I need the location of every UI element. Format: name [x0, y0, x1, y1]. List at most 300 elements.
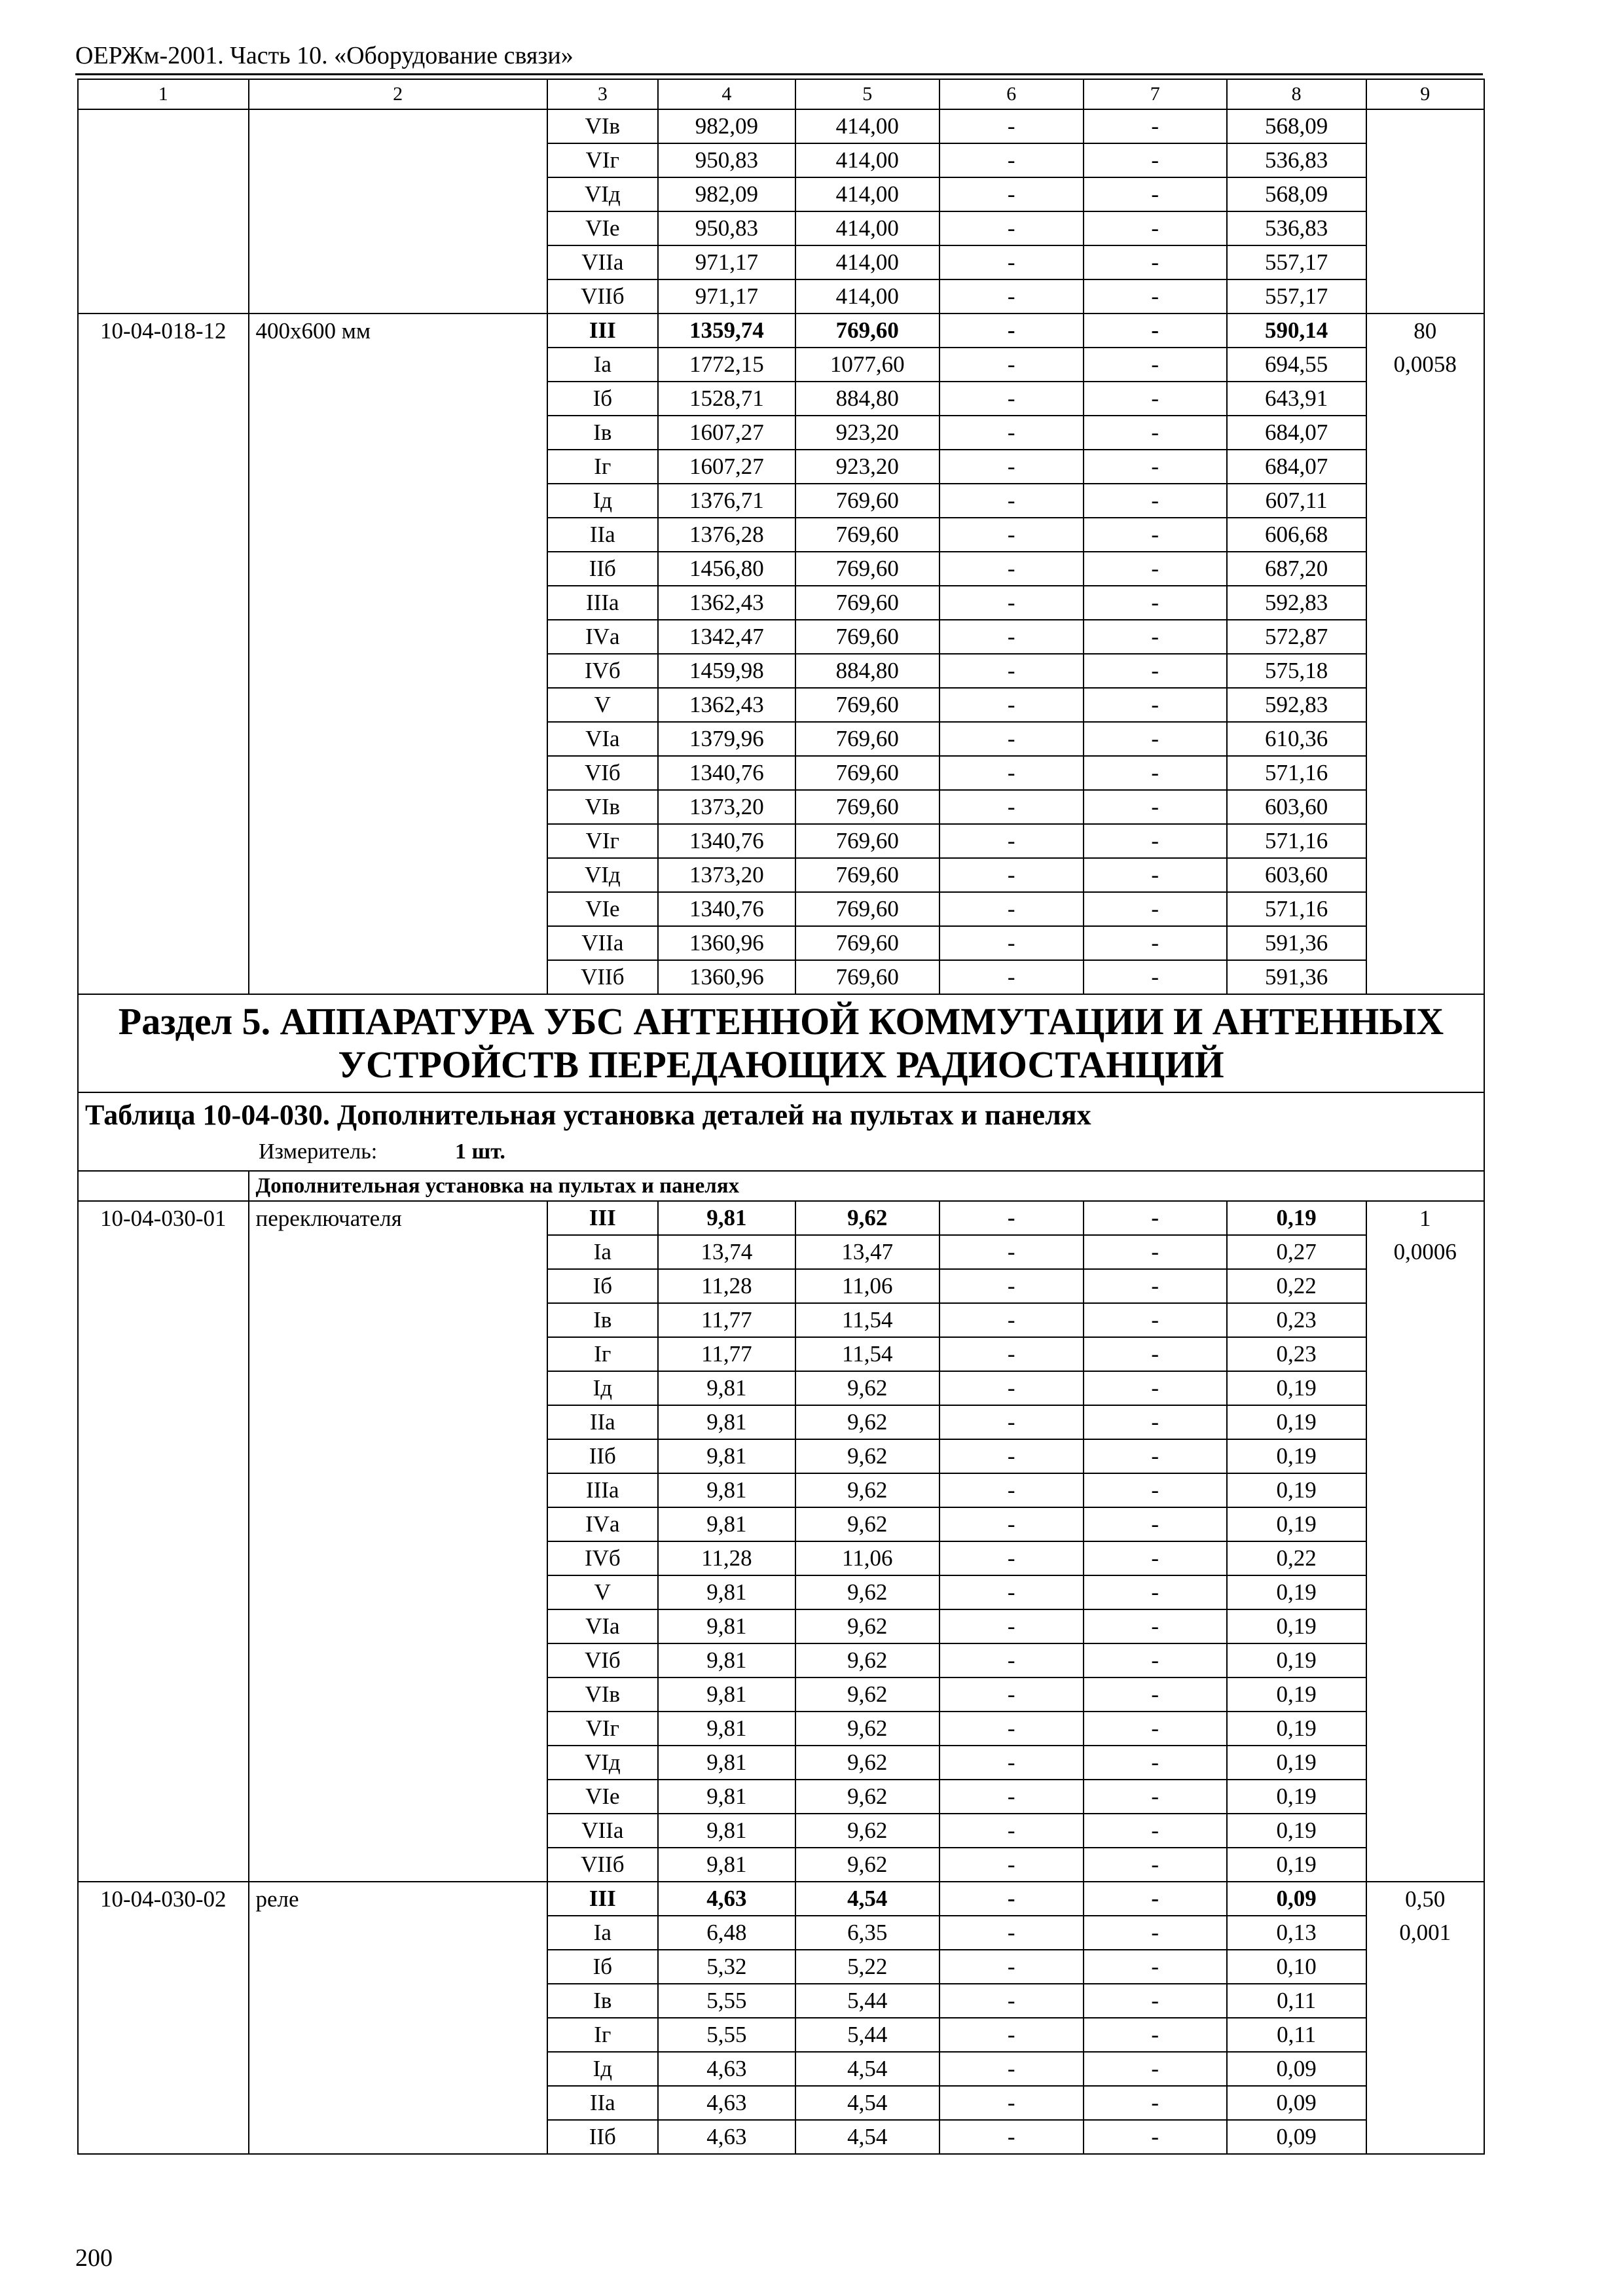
value-cell: 0,22	[1227, 1269, 1366, 1303]
col9-cell	[1366, 2086, 1484, 2120]
name-cell	[249, 1950, 547, 1984]
name-cell	[249, 1814, 547, 1848]
table-row	[78, 2018, 1484, 2052]
value-cell: -	[939, 824, 1084, 858]
value-cell: 0,19	[1227, 1439, 1366, 1473]
zone-cell: VIе	[547, 211, 658, 245]
value-cell: -	[1084, 279, 1227, 314]
zone-cell: V	[547, 688, 658, 722]
value-cell: -	[939, 892, 1084, 926]
value-cell: 0,19	[1227, 1473, 1366, 1507]
col9-cell	[1366, 722, 1484, 756]
zone-cell: Iа	[547, 348, 658, 382]
code-cell	[78, 586, 249, 620]
col9-cell	[1366, 2018, 1484, 2052]
name-cell	[249, 518, 547, 552]
code-cell	[78, 2018, 249, 2052]
col9-cell	[1366, 143, 1484, 177]
name-cell	[249, 858, 547, 892]
col9-cell	[1366, 688, 1484, 722]
value-cell: 0,09	[1227, 2120, 1366, 2154]
value-cell: -	[939, 756, 1084, 790]
value-cell: 1077,60	[795, 348, 939, 382]
name-cell	[249, 348, 547, 382]
table-row	[78, 1882, 1484, 1916]
zone-cell: IIб	[547, 552, 658, 586]
table-row	[78, 348, 1484, 382]
value-cell: -	[939, 1712, 1084, 1746]
value-cell: 0,19	[1227, 1371, 1366, 1405]
name-cell	[249, 245, 547, 279]
col9-cell	[1366, 1405, 1484, 1439]
value-cell: -	[1084, 1950, 1227, 1984]
col9-cell	[1366, 1848, 1484, 1882]
value-cell: -	[1084, 416, 1227, 450]
value-cell: 571,16	[1227, 756, 1366, 790]
zone-cell: IIб	[547, 1439, 658, 1473]
value-cell: 568,09	[1227, 177, 1366, 211]
value-cell: 0,10	[1227, 1950, 1366, 1984]
value-cell: 5,32	[658, 1950, 795, 1984]
code-cell	[78, 416, 249, 450]
value-cell: -	[1084, 245, 1227, 279]
value-cell: 9,81	[658, 1780, 795, 1814]
table-row	[78, 143, 1484, 177]
name-cell	[249, 1848, 547, 1882]
zone-cell: Iд	[547, 1371, 658, 1405]
value-cell: 4,63	[658, 2120, 795, 2154]
value-cell: -	[1084, 926, 1227, 960]
code-cell	[78, 1507, 249, 1541]
value-cell: 923,20	[795, 450, 939, 484]
meter-row	[78, 1134, 1484, 1171]
value-cell: -	[939, 518, 1084, 552]
value-cell: -	[939, 450, 1084, 484]
value-cell: 9,81	[658, 1712, 795, 1746]
table-row	[78, 1371, 1484, 1405]
value-cell: 414,00	[795, 143, 939, 177]
code-cell	[78, 1371, 249, 1405]
name-cell	[249, 1439, 547, 1473]
value-cell: 684,07	[1227, 416, 1366, 450]
value-cell: 0,19	[1227, 1201, 1366, 1235]
code-cell	[78, 620, 249, 654]
value-cell: -	[1084, 1235, 1227, 1269]
table-row	[78, 790, 1484, 824]
value-cell: 575,18	[1227, 654, 1366, 688]
value-cell: 9,62	[795, 1507, 939, 1541]
subheader-text: Дополнительная установка на пультах и панелях	[249, 1171, 1484, 1201]
value-cell: -	[939, 1303, 1084, 1337]
table-row	[78, 654, 1484, 688]
code-cell	[78, 1712, 249, 1746]
zone-cell: IVб	[547, 654, 658, 688]
col9-cell: 0,0006	[1366, 1235, 1484, 1269]
value-cell: 572,87	[1227, 620, 1366, 654]
col9-cell	[1366, 245, 1484, 279]
value-cell: 0,22	[1227, 1541, 1366, 1575]
value-cell: 4,54	[795, 2086, 939, 2120]
zone-cell: Iв	[547, 1303, 658, 1337]
table-row	[78, 211, 1484, 245]
page-header: ОЕРЖм-2001. Часть 10. «Оборудование связи»	[75, 39, 1483, 75]
name-cell	[249, 1507, 547, 1541]
col9-cell	[1366, 211, 1484, 245]
col9-cell	[1366, 926, 1484, 960]
value-cell: 536,83	[1227, 143, 1366, 177]
code-cell	[78, 279, 249, 314]
value-cell: -	[939, 960, 1084, 994]
value-cell: -	[1084, 1746, 1227, 1780]
value-cell: -	[939, 552, 1084, 586]
value-cell: 0,19	[1227, 1677, 1366, 1712]
value-cell: -	[939, 382, 1084, 416]
value-cell: 1772,15	[658, 348, 795, 382]
name-cell	[249, 2086, 547, 2120]
zone-cell: IIб	[547, 2120, 658, 2154]
value-cell: -	[939, 143, 1084, 177]
value-cell: 9,81	[658, 1371, 795, 1405]
value-cell: -	[1084, 2086, 1227, 2120]
zone-cell: Iд	[547, 2052, 658, 2086]
value-cell: -	[939, 858, 1084, 892]
code-cell	[78, 109, 249, 143]
value-cell: -	[939, 1507, 1084, 1541]
value-cell: 0,23	[1227, 1303, 1366, 1337]
zone-cell: VIIа	[547, 245, 658, 279]
value-cell: -	[939, 1609, 1084, 1643]
col9-cell: 80	[1366, 314, 1484, 348]
code-cell	[78, 824, 249, 858]
col9-cell	[1366, 620, 1484, 654]
table-row	[78, 518, 1484, 552]
zone-cell: Iг	[547, 2018, 658, 2052]
value-cell: 769,60	[795, 586, 939, 620]
value-cell: -	[1084, 1882, 1227, 1916]
zone-cell: III	[547, 1201, 658, 1235]
col9-cell	[1366, 756, 1484, 790]
value-cell: 9,62	[795, 1643, 939, 1677]
code-cell	[78, 484, 249, 518]
value-cell: 884,80	[795, 382, 939, 416]
value-cell: -	[939, 177, 1084, 211]
code-cell	[78, 1609, 249, 1643]
name-cell	[249, 2052, 547, 2086]
name-cell	[249, 1712, 547, 1746]
zone-cell: VIб	[547, 1643, 658, 1677]
value-cell: 0,27	[1227, 1235, 1366, 1269]
zone-cell: VIд	[547, 858, 658, 892]
name-cell	[249, 1643, 547, 1677]
value-cell: 9,81	[658, 1746, 795, 1780]
value-cell: 11,77	[658, 1303, 795, 1337]
value-cell: -	[1084, 1609, 1227, 1643]
table-row	[78, 109, 1484, 143]
table-row	[78, 960, 1484, 994]
value-cell: -	[1084, 348, 1227, 382]
value-cell: 9,81	[658, 1848, 795, 1882]
value-cell: -	[1084, 858, 1227, 892]
value-cell: -	[1084, 1541, 1227, 1575]
value-cell: -	[939, 1984, 1084, 2018]
table-row	[78, 2120, 1484, 2154]
value-cell: -	[1084, 484, 1227, 518]
value-cell: 4,54	[795, 2120, 939, 2154]
value-cell: -	[1084, 824, 1227, 858]
col9-cell	[1366, 1746, 1484, 1780]
code-cell	[78, 756, 249, 790]
zone-cell: VIб	[547, 756, 658, 790]
name-cell	[249, 177, 547, 211]
code-cell	[78, 1677, 249, 1712]
table-row	[78, 1746, 1484, 1780]
value-cell: 4,54	[795, 1882, 939, 1916]
value-cell: 0,19	[1227, 1746, 1366, 1780]
code-cell	[78, 1746, 249, 1780]
value-cell: 0,19	[1227, 1609, 1366, 1643]
value-cell: -	[939, 586, 1084, 620]
value-cell: -	[939, 1405, 1084, 1439]
name-cell	[249, 756, 547, 790]
value-cell: 0,19	[1227, 1712, 1366, 1746]
col9-cell	[1366, 1473, 1484, 1507]
value-cell: 0,19	[1227, 1575, 1366, 1609]
value-cell: 769,60	[795, 756, 939, 790]
value-cell: 1376,71	[658, 484, 795, 518]
value-cell: 607,11	[1227, 484, 1366, 518]
value-cell: 769,60	[795, 790, 939, 824]
value-cell: 684,07	[1227, 450, 1366, 484]
code-cell	[78, 1984, 249, 2018]
col9-cell	[1366, 1984, 1484, 2018]
value-cell: 769,60	[795, 892, 939, 926]
code-cell	[78, 1235, 249, 1269]
code-cell	[78, 450, 249, 484]
code-cell	[78, 1439, 249, 1473]
value-cell: 9,81	[658, 1575, 795, 1609]
value-cell: -	[939, 279, 1084, 314]
value-cell: 1340,76	[658, 756, 795, 790]
name-cell	[249, 1235, 547, 1269]
value-cell: 0,11	[1227, 1984, 1366, 2018]
value-cell: 11,06	[795, 1541, 939, 1575]
table-title: Таблица 10-04-030. Дополнительная установка деталей на пультах и панелях	[85, 1099, 1091, 1131]
value-cell: -	[939, 722, 1084, 756]
value-cell: 9,62	[795, 1439, 939, 1473]
column-number: 2	[249, 79, 547, 109]
code-cell	[78, 1303, 249, 1337]
table-row	[78, 1439, 1484, 1473]
value-cell: 9,81	[658, 1643, 795, 1677]
value-cell: 0,19	[1227, 1780, 1366, 1814]
col9-cell	[1366, 552, 1484, 586]
col9-cell	[1366, 1814, 1484, 1848]
col9-cell: 0,001	[1366, 1916, 1484, 1950]
value-cell: -	[1084, 1780, 1227, 1814]
value-cell: -	[1084, 654, 1227, 688]
code-cell	[78, 518, 249, 552]
value-cell: 5,55	[658, 1984, 795, 2018]
zone-cell: VIв	[547, 109, 658, 143]
value-cell: 1607,27	[658, 450, 795, 484]
value-cell: 414,00	[795, 109, 939, 143]
value-cell: 982,09	[658, 177, 795, 211]
value-cell: 9,62	[795, 1609, 939, 1643]
name-cell	[249, 1269, 547, 1303]
table-row	[78, 484, 1484, 518]
name-cell	[249, 450, 547, 484]
value-cell: 923,20	[795, 416, 939, 450]
value-cell: 769,60	[795, 314, 939, 348]
value-cell: 414,00	[795, 279, 939, 314]
value-cell: 769,60	[795, 722, 939, 756]
col9-cell	[1366, 1439, 1484, 1473]
name-cell	[249, 2018, 547, 2052]
code-cell	[78, 1269, 249, 1303]
code-cell	[78, 1814, 249, 1848]
value-cell: -	[1084, 1269, 1227, 1303]
value-cell: -	[939, 1950, 1084, 1984]
table-row	[78, 1609, 1484, 1643]
column-number: 8	[1227, 79, 1366, 109]
value-cell: -	[939, 654, 1084, 688]
zone-cell: III	[547, 314, 658, 348]
table-row	[78, 1337, 1484, 1371]
zone-cell: Iб	[547, 1269, 658, 1303]
value-cell: 769,60	[795, 926, 939, 960]
value-cell: 6,35	[795, 1916, 939, 1950]
table-row	[78, 2052, 1484, 2086]
value-cell: 9,62	[795, 1575, 939, 1609]
value-cell: -	[1084, 1984, 1227, 2018]
value-cell: -	[939, 2018, 1084, 2052]
value-cell: -	[1084, 109, 1227, 143]
zone-cell: Iг	[547, 450, 658, 484]
table-title-row	[78, 1092, 1484, 1134]
name-cell	[249, 1303, 547, 1337]
col9-cell	[1366, 1575, 1484, 1609]
table-row	[78, 1541, 1484, 1575]
value-cell: 9,81	[658, 1507, 795, 1541]
table-row	[78, 1269, 1484, 1303]
code-cell	[78, 1337, 249, 1371]
zone-cell: Iб	[547, 382, 658, 416]
value-cell: -	[939, 1541, 1084, 1575]
value-cell: 11,06	[795, 1269, 939, 1303]
zone-cell: Iа	[547, 1916, 658, 1950]
value-cell: -	[939, 484, 1084, 518]
value-cell: 1340,76	[658, 892, 795, 926]
value-cell: 0,19	[1227, 1848, 1366, 1882]
value-cell: 769,60	[795, 484, 939, 518]
col9-cell	[1366, 1337, 1484, 1371]
value-cell: 11,28	[658, 1269, 795, 1303]
col9-cell	[1366, 109, 1484, 143]
value-cell: 1607,27	[658, 416, 795, 450]
col9-cell	[1366, 279, 1484, 314]
meter-value: 1 шт.	[455, 1139, 505, 1164]
value-cell: 950,83	[658, 211, 795, 245]
value-cell: -	[1084, 1712, 1227, 1746]
value-cell: 591,36	[1227, 926, 1366, 960]
value-cell: 9,62	[795, 1712, 939, 1746]
value-cell: 884,80	[795, 654, 939, 688]
table-row	[78, 382, 1484, 416]
value-cell: 414,00	[795, 245, 939, 279]
code-cell	[78, 688, 249, 722]
col9-cell	[1366, 858, 1484, 892]
code-cell	[78, 143, 249, 177]
col9-cell	[1366, 1643, 1484, 1677]
value-cell: 971,17	[658, 245, 795, 279]
zone-cell: IIIа	[547, 1473, 658, 1507]
section-row-cell	[78, 994, 1484, 1092]
table-row	[78, 688, 1484, 722]
table-row	[78, 279, 1484, 314]
value-cell: 603,60	[1227, 790, 1366, 824]
code-cell	[78, 2052, 249, 2086]
value-cell: -	[1084, 1916, 1227, 1950]
table-row	[78, 1848, 1484, 1882]
code-cell	[78, 1643, 249, 1677]
value-cell: 11,54	[795, 1337, 939, 1371]
code-cell	[78, 382, 249, 416]
value-cell: 769,60	[795, 858, 939, 892]
value-cell: 557,17	[1227, 279, 1366, 314]
zone-cell: VIд	[547, 1746, 658, 1780]
col9-cell	[1366, 1677, 1484, 1712]
value-cell: 9,62	[795, 1201, 939, 1235]
value-cell: 590,14	[1227, 314, 1366, 348]
table-row	[78, 1780, 1484, 1814]
col9-cell	[1366, 382, 1484, 416]
value-cell: 557,17	[1227, 245, 1366, 279]
code-cell	[78, 2086, 249, 2120]
value-cell: 4,63	[658, 1882, 795, 1916]
zone-cell: VIIа	[547, 926, 658, 960]
table-row	[78, 1950, 1484, 1984]
value-cell: 5,44	[795, 1984, 939, 2018]
name-cell	[249, 1677, 547, 1712]
col9-cell	[1366, 960, 1484, 994]
table-row	[78, 1712, 1484, 1746]
value-cell: 13,74	[658, 1235, 795, 1269]
rates-table	[77, 79, 1485, 2155]
name-cell	[249, 1405, 547, 1439]
value-cell: -	[1084, 1201, 1227, 1235]
zone-cell: VIIб	[547, 279, 658, 314]
value-cell: 606,68	[1227, 518, 1366, 552]
col9-cell	[1366, 2052, 1484, 2086]
name-cell	[249, 960, 547, 994]
value-cell: -	[1084, 892, 1227, 926]
value-cell: 11,28	[658, 1541, 795, 1575]
zone-cell: VIд	[547, 177, 658, 211]
code-cell	[78, 1848, 249, 1882]
table-row	[78, 1916, 1484, 1950]
col9-cell	[1366, 1371, 1484, 1405]
value-cell: 1359,74	[658, 314, 795, 348]
zone-cell: VIа	[547, 722, 658, 756]
value-cell: 5,22	[795, 1950, 939, 1984]
code-cell	[78, 348, 249, 382]
value-cell: 769,60	[795, 824, 939, 858]
table-row	[78, 1575, 1484, 1609]
value-cell: 568,09	[1227, 109, 1366, 143]
column-number: 4	[658, 79, 795, 109]
value-cell: 414,00	[795, 211, 939, 245]
value-cell: 1360,96	[658, 960, 795, 994]
